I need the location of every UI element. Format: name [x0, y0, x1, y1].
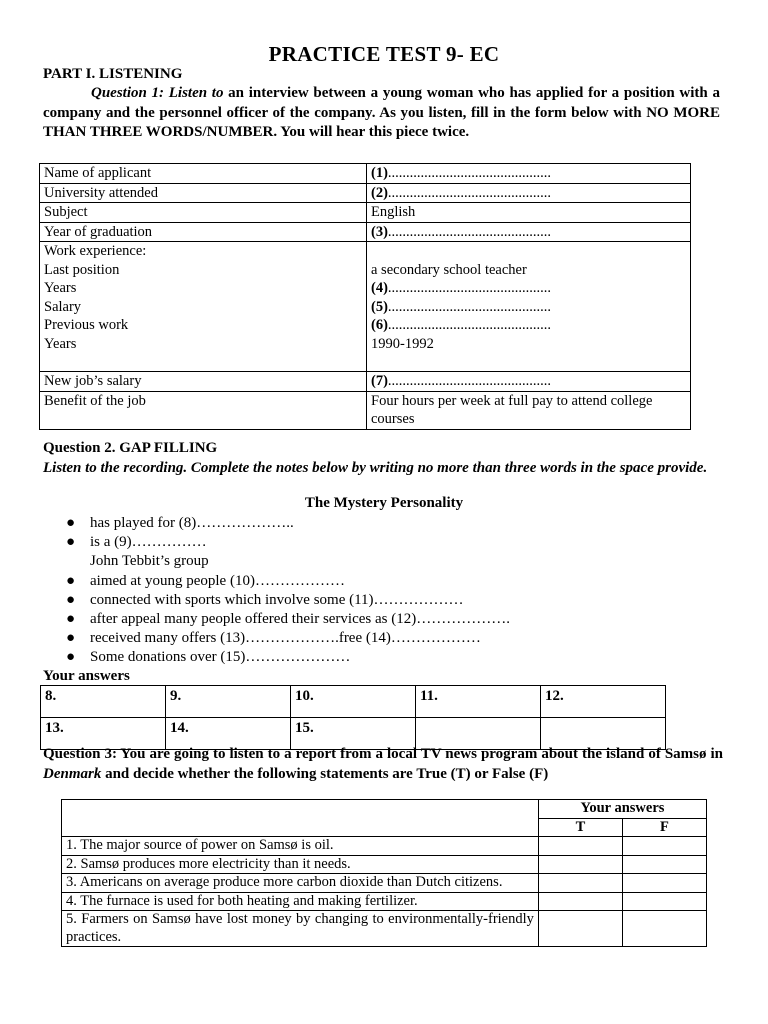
true-header: T: [538, 818, 622, 837]
blank-header-cell: [62, 800, 539, 837]
statement: 5. Farmers on Samsø have lost money by changing to environmentally-friendly practices.: [62, 911, 539, 947]
false-answer-cell[interactable]: [622, 911, 706, 947]
table-row: [62, 892, 707, 911]
false-header: F: [622, 818, 706, 837]
form-label: Name of applicant: [40, 164, 367, 184]
false-answer-cell[interactable]: [622, 874, 706, 893]
true-answer-cell[interactable]: [538, 855, 622, 874]
form-label: Work experience:: [44, 243, 147, 259]
question-2-instructions: Listen to the recording. Complete the notes below by writing no more than three words in the space provide.: [43, 460, 708, 476]
form-answer-blank[interactable]: [371, 279, 686, 298]
form-answer-blank[interactable]: [367, 372, 691, 392]
list-item: ● connected with sports which involve some (11)………………: [66, 591, 510, 610]
table-row: [40, 391, 691, 429]
false-answer-cell[interactable]: [622, 855, 706, 874]
form-value: English: [367, 203, 691, 223]
notes-subtitle: The Mystery Personality: [304, 495, 464, 511]
false-answer-cell[interactable]: [622, 892, 706, 911]
question-2-heading: Question 2. GAP FILLING: [43, 440, 218, 456]
list-item: ● aimed at young people (10)………………: [66, 572, 510, 591]
table-row: [40, 242, 691, 372]
question-3-text-b: and decide whether the following statements are True (T) or False (F): [101, 765, 549, 782]
list-item: ● Some donations over (15)…………………: [66, 648, 510, 667]
table-row: [40, 183, 691, 203]
table-row: [62, 837, 707, 856]
true-false-table: [61, 799, 707, 947]
form-value: a secondary school teacher: [371, 261, 527, 278]
part-heading: PART I. LISTENING: [43, 66, 183, 82]
answer-cell[interactable]: 11.: [416, 686, 541, 718]
question-3-italic: Denmark: [43, 765, 102, 782]
question-3-heading: [43, 745, 723, 784]
form-label: University attended: [40, 183, 367, 203]
list-item-continuation: John Tebbit’s group: [90, 553, 209, 570]
form-answer-blank[interactable]: [367, 222, 691, 242]
gap-number: (3): [371, 223, 388, 240]
bullet-icon: ●: [66, 591, 76, 608]
answer-cell[interactable]: 12.: [540, 686, 665, 718]
gap-number: (1): [371, 165, 388, 181]
dots: .............................................: [387, 223, 552, 240]
gap-number: (7): [371, 373, 388, 389]
form-label: Salary: [44, 298, 82, 315]
dots: .............................................: [387, 298, 552, 315]
form-answer-blank[interactable]: [371, 316, 686, 335]
form-label: Previous work: [44, 317, 129, 333]
bullet-icon: ●: [66, 572, 76, 589]
table-row: [62, 874, 707, 893]
true-answer-cell[interactable]: [538, 837, 622, 856]
true-answer-cell[interactable]: [538, 874, 622, 893]
table-row: [41, 686, 666, 718]
table-row: [40, 222, 691, 242]
bullet-icon: ●: [66, 611, 76, 628]
statement: 2. Samsø produces more electricity than it needs.: [62, 855, 539, 874]
your-answers-label: Your answers: [43, 668, 130, 684]
gap-number: (4): [371, 280, 388, 296]
bullet-icon: ●: [66, 630, 76, 647]
answer-cell[interactable]: 13.: [41, 718, 166, 750]
form-label: Years: [44, 335, 77, 352]
form-label: Years: [44, 280, 77, 296]
table-row: [40, 372, 691, 392]
answers-header: Your answers: [538, 800, 706, 819]
form-label: Benefit of the job: [40, 391, 367, 429]
question-1-text: an interview between a young woman who has applied for a position with a company and the personnel officer of the company. As you listen, fill in the form below with NO MORE THAN THREE WORDS/NUMBER. You will hear this piece twice.: [43, 85, 720, 140]
dots: .............................................: [387, 317, 552, 333]
form-answer-blank[interactable]: [371, 298, 686, 317]
dots: .............................................: [387, 184, 552, 201]
application-form-table: [39, 163, 691, 430]
answer-cell[interactable]: 14.: [166, 718, 291, 750]
gap-answers-table: [40, 685, 666, 750]
table-row: [62, 855, 707, 874]
statement: 1. The major source of power on Samsø is oil.: [62, 837, 539, 856]
statement: 3. Americans on average produce more carbon dioxide than Dutch citizens.: [62, 874, 539, 893]
notes-list: [66, 514, 510, 668]
table-header-row: [62, 800, 707, 819]
gap-number: (6): [371, 317, 388, 333]
answer-cell[interactable]: 10.: [291, 686, 416, 718]
list-item: ● after appeal many people offered their services as (12)……………….: [66, 610, 510, 629]
form-label: Subject: [40, 203, 367, 223]
form-answer-blank[interactable]: [367, 183, 691, 203]
statement: 4. The furnace is used for both heating and making fertilizer.: [62, 892, 539, 911]
answer-cell[interactable]: 9.: [166, 686, 291, 718]
question-1-lead: Question 1: Listen to: [91, 85, 224, 101]
answer-cell[interactable]: 15.: [291, 718, 416, 750]
true-answer-cell[interactable]: [538, 911, 622, 947]
gap-number: (2): [371, 184, 388, 201]
form-label: Last position: [44, 261, 120, 278]
bullet-icon: ●: [66, 534, 76, 551]
false-answer-cell[interactable]: [622, 837, 706, 856]
list-item: ● is a (9)……………: [66, 533, 510, 552]
answer-cell[interactable]: 8.: [41, 686, 166, 718]
dots: .............................................: [387, 165, 552, 181]
dots: .............................................: [387, 373, 552, 389]
list-item: ● has played for (8)………………..: [66, 514, 510, 533]
form-answer-blank[interactable]: [367, 164, 691, 184]
dots: .............................................: [387, 280, 552, 296]
page-title: PRACTICE TEST 9- EC: [268, 42, 500, 66]
form-label: Year of graduation: [40, 222, 367, 242]
question-3-text-a: Question 3: You are going to listen to a report from a local TV news program about the island of Samsø in: [43, 746, 723, 762]
table-row: [40, 164, 691, 184]
work-experience-labels: [40, 242, 367, 372]
bullet-icon: ●: [66, 649, 76, 666]
gap-number: (5): [371, 298, 388, 315]
form-value: 1990-1992: [371, 335, 434, 352]
question-1-instructions: [43, 84, 720, 143]
form-label: New job’s salary: [40, 372, 367, 392]
table-row: [40, 203, 691, 223]
table-row: [62, 911, 707, 947]
true-answer-cell[interactable]: [538, 892, 622, 911]
work-experience-answers: [367, 242, 691, 372]
list-item: ● received many offers (13)……………….free (14)………………: [66, 629, 510, 648]
bullet-icon: ●: [66, 515, 76, 531]
form-value: Four hours per week at full pay to attend college courses: [367, 391, 691, 429]
